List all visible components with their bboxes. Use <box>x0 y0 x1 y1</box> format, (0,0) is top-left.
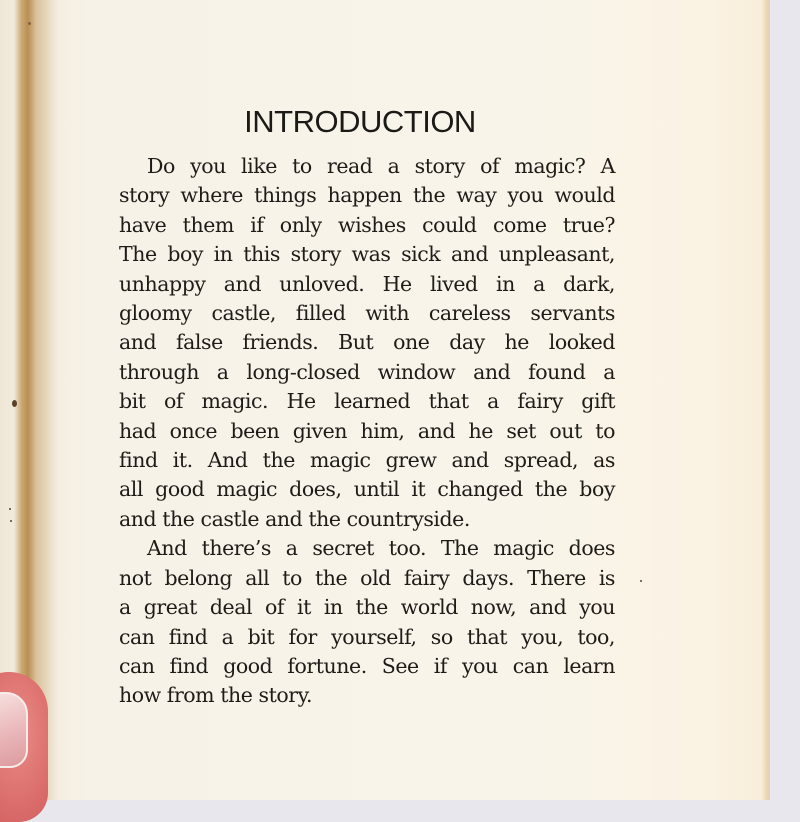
text-line: find it. And the magic grew and spread, as <box>119 448 615 473</box>
text-line: unhappy and unloved. He lived in a dark, <box>119 271 615 296</box>
text-line: can find a bit for yourself, so that you, too, <box>119 624 615 649</box>
text-line: story where things happen the way you would <box>119 183 615 208</box>
text-line: bit of magic. He learned that a fairy gift <box>119 389 615 414</box>
paper-speck <box>12 400 17 407</box>
page-title: INTRODUCTION <box>244 104 476 139</box>
text-line: had once been given him, and he set out to <box>119 418 615 443</box>
paragraph <box>119 534 615 710</box>
paper-speck <box>640 580 642 582</box>
text-line: Do you like to read a story of magic? A <box>147 154 615 178</box>
thumbnail <box>0 692 28 768</box>
page-edge <box>762 0 770 800</box>
text-line: can find good fortune. See if you can learn <box>119 653 615 678</box>
paper-speck <box>28 22 31 25</box>
text-line: how from the story. <box>119 683 313 708</box>
text-line: a great deal of it in the world now, and you <box>119 595 615 620</box>
text-line: gloomy castle, filled with careless servants <box>119 301 615 326</box>
text-line: and false friends. But one day he looked <box>119 330 615 355</box>
paragraph <box>119 152 615 534</box>
paper-speck <box>10 520 12 522</box>
paper-speck <box>9 508 11 510</box>
text-line: And there’s a secret too. The magic does <box>147 536 615 561</box>
text-line: all good magic does, until it changed the boy <box>119 477 615 502</box>
text-line: and the castle and the countryside. <box>119 506 470 531</box>
text-line: through a long-closed window and found a <box>119 359 615 384</box>
text-line: have them if only wishes could come true? <box>119 212 615 237</box>
body-text <box>119 152 615 711</box>
text-line: not belong all to the old fairy days. There is <box>119 565 615 590</box>
text-line: The boy in this story was sick and unpleasant, <box>119 242 615 267</box>
